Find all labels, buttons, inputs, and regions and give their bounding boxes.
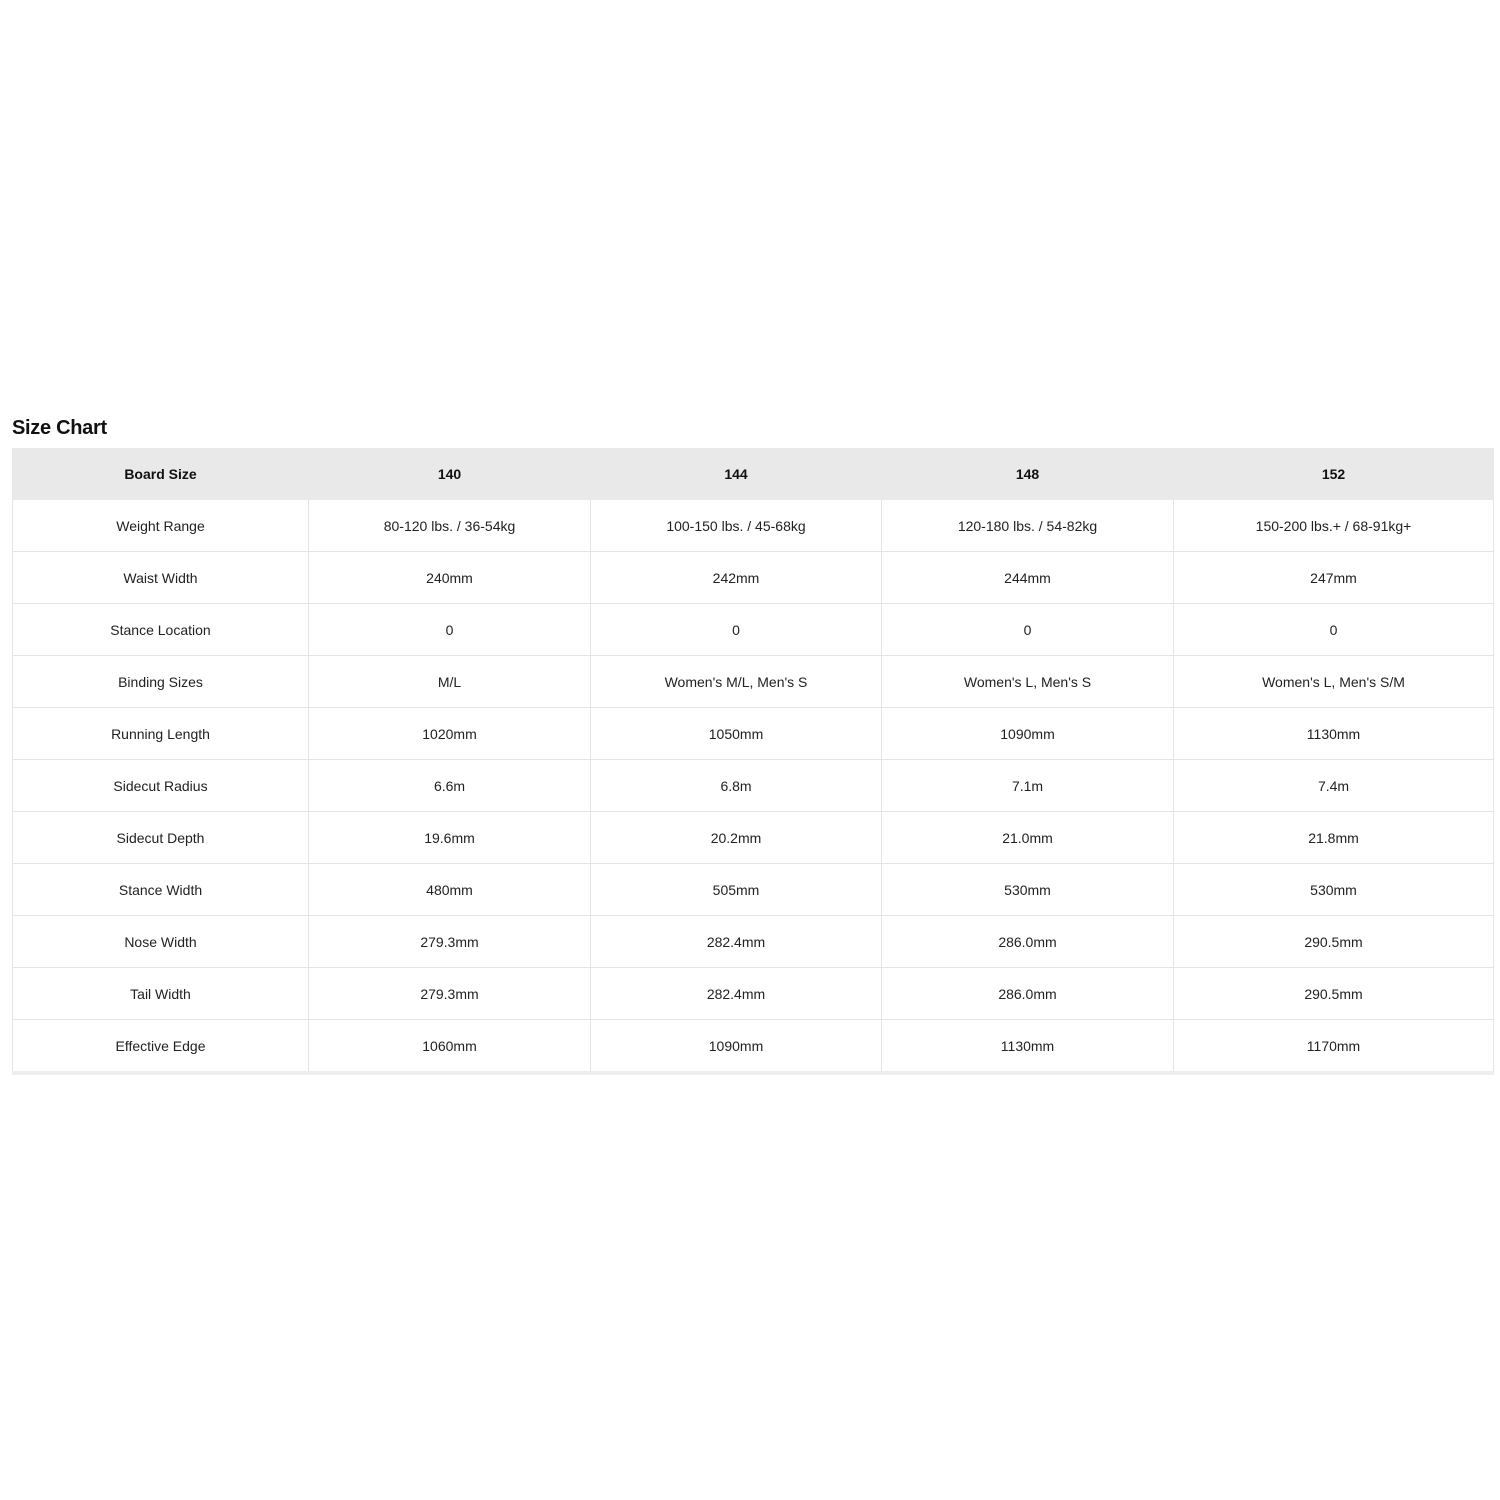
value-cell: 0 — [1174, 604, 1494, 656]
value-cell: 150-200 lbs.+ / 68-91kg+ — [1174, 500, 1494, 552]
value-cell: 0 — [591, 604, 882, 656]
value-cell: Women's L, Men's S — [882, 656, 1174, 708]
value-cell: Women's L, Men's S/M — [1174, 656, 1494, 708]
row-label-cell: Nose Width — [13, 916, 309, 968]
row-label-cell: Tail Width — [13, 968, 309, 1020]
value-cell: 21.0mm — [882, 812, 1174, 864]
table-body — [13, 500, 1494, 1073]
table-row — [13, 1020, 1494, 1074]
column-header-152: 152 — [1174, 448, 1494, 500]
value-cell: M/L — [309, 656, 591, 708]
value-cell: 282.4mm — [591, 968, 882, 1020]
table-row — [13, 708, 1494, 760]
value-cell: 290.5mm — [1174, 916, 1494, 968]
column-header-144: 144 — [591, 448, 882, 500]
value-cell: 6.8m — [591, 760, 882, 812]
size-chart-table — [12, 448, 1494, 1075]
value-cell: 7.1m — [882, 760, 1174, 812]
value-cell: 1170mm — [1174, 1020, 1494, 1074]
value-cell: 7.4m — [1174, 760, 1494, 812]
value-cell: 1060mm — [309, 1020, 591, 1074]
table-row — [13, 916, 1494, 968]
value-cell: 480mm — [309, 864, 591, 916]
header-row — [13, 448, 1494, 500]
column-header-148: 148 — [882, 448, 1174, 500]
value-cell: 80-120 lbs. / 36-54kg — [309, 500, 591, 552]
table-row — [13, 968, 1494, 1020]
column-header-board-size: Board Size — [13, 448, 309, 500]
value-cell: 530mm — [882, 864, 1174, 916]
table-row — [13, 656, 1494, 708]
table-row — [13, 760, 1494, 812]
size-chart-section — [12, 414, 1493, 1075]
value-cell: 530mm — [1174, 864, 1494, 916]
row-label-cell: Sidecut Depth — [13, 812, 309, 864]
value-cell: Women's M/L, Men's S — [591, 656, 882, 708]
value-cell: 1090mm — [591, 1020, 882, 1074]
value-cell: 1130mm — [882, 1020, 1174, 1074]
row-label-cell: Binding Sizes — [13, 656, 309, 708]
value-cell: 0 — [882, 604, 1174, 656]
value-cell: 19.6mm — [309, 812, 591, 864]
value-cell: 20.2mm — [591, 812, 882, 864]
value-cell: 279.3mm — [309, 916, 591, 968]
table-row — [13, 864, 1494, 916]
value-cell: 21.8mm — [1174, 812, 1494, 864]
value-cell: 505mm — [591, 864, 882, 916]
value-cell: 1020mm — [309, 708, 591, 760]
value-cell: 279.3mm — [309, 968, 591, 1020]
table-row — [13, 604, 1494, 656]
size-chart-title: Size Chart — [12, 417, 107, 439]
value-cell: 120-180 lbs. / 54-82kg — [882, 500, 1174, 552]
table-header — [13, 448, 1494, 500]
value-cell: 1090mm — [882, 708, 1174, 760]
column-header-140: 140 — [309, 448, 591, 500]
row-label-cell: Sidecut Radius — [13, 760, 309, 812]
table-row — [13, 812, 1494, 864]
value-cell: 0 — [309, 604, 591, 656]
row-label-cell: Stance Location — [13, 604, 309, 656]
value-cell: 240mm — [309, 552, 591, 604]
row-label-cell: Effective Edge — [13, 1020, 309, 1074]
value-cell: 6.6m — [309, 760, 591, 812]
value-cell: 242mm — [591, 552, 882, 604]
value-cell: 1130mm — [1174, 708, 1494, 760]
value-cell: 282.4mm — [591, 916, 882, 968]
value-cell: 286.0mm — [882, 968, 1174, 1020]
row-label-cell: Running Length — [13, 708, 309, 760]
row-label-cell: Waist Width — [13, 552, 309, 604]
row-label-cell: Weight Range — [13, 500, 309, 552]
table-row — [13, 500, 1494, 552]
value-cell: 100-150 lbs. / 45-68kg — [591, 500, 882, 552]
table-row — [13, 552, 1494, 604]
value-cell: 247mm — [1174, 552, 1494, 604]
value-cell: 290.5mm — [1174, 968, 1494, 1020]
row-label-cell: Stance Width — [13, 864, 309, 916]
value-cell: 286.0mm — [882, 916, 1174, 968]
value-cell: 244mm — [882, 552, 1174, 604]
value-cell: 1050mm — [591, 708, 882, 760]
